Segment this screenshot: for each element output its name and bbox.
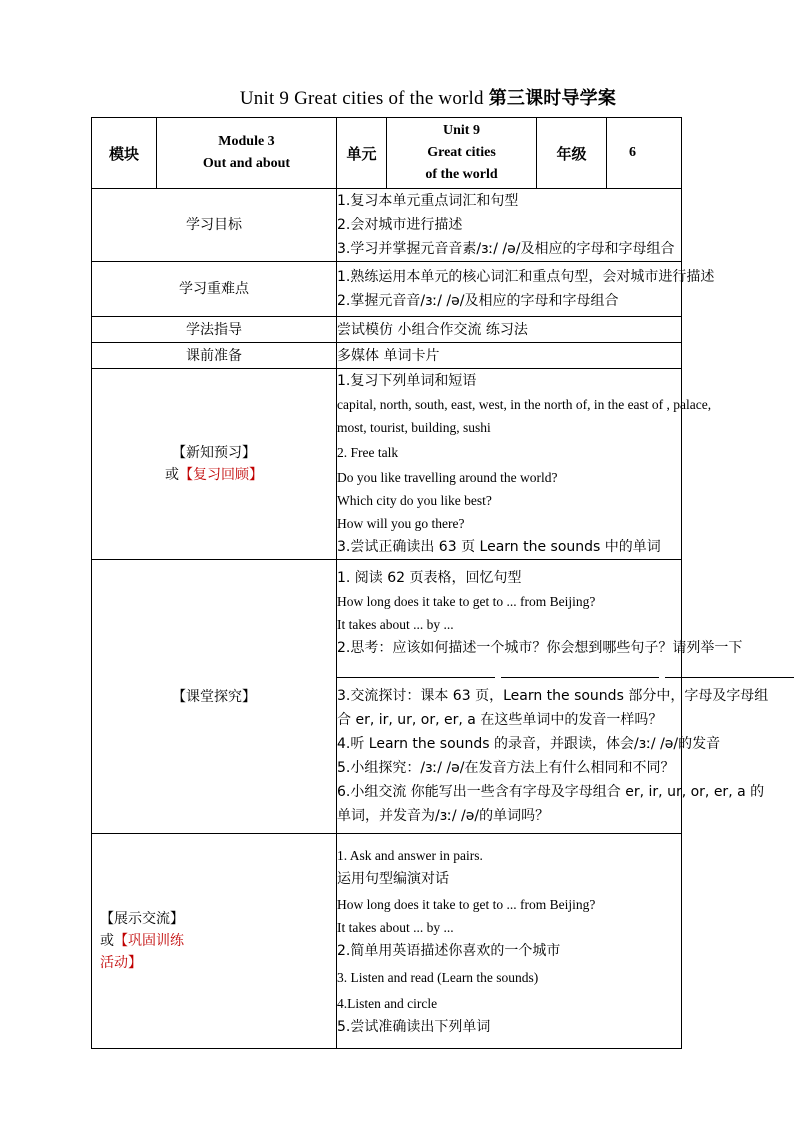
practice-label-a: 【展示交流】	[100, 911, 184, 927]
preview-label-a: 【新知预习】	[172, 445, 256, 461]
unit-label-cell	[337, 118, 387, 189]
prep-content	[337, 343, 682, 369]
title-english: Unit 9 Great cities of the world	[239, 88, 489, 109]
practice-label	[92, 834, 337, 1049]
preview-label-b: 【复习回顾】	[179, 467, 263, 483]
grade-label: 年级	[556, 144, 587, 163]
goals-label: 学习目标	[92, 189, 337, 262]
practice-content	[337, 834, 682, 1049]
practice-label-b-line	[92, 930, 336, 952]
preview-row	[92, 369, 682, 560]
key-point-item: 1.熟练运用本单元的核心词汇和重点句型，会对城市进行描述	[337, 269, 715, 285]
key-points-row	[92, 262, 682, 317]
unit-value-line: of the world	[425, 167, 498, 182]
method-row	[92, 317, 682, 343]
method-content	[337, 317, 682, 343]
preview-label-or: 或	[165, 467, 179, 483]
module-label-cell	[92, 118, 157, 189]
module-value-cell	[157, 118, 337, 189]
header-row	[92, 118, 682, 189]
preview-line: 3.尝试正确读出 63 页 Learn the sounds 中的单词	[337, 539, 661, 555]
explore-line: 4.听 Learn the sounds 的录音，并跟读，体会/ɜː/ /ə/的发音	[337, 735, 721, 752]
practice-row	[92, 834, 682, 1049]
answer-blank	[665, 663, 794, 678]
explore-label: 【课堂探究】	[92, 560, 337, 834]
answer-blank	[337, 663, 495, 678]
prep-text: 多媒体 单词卡片	[337, 347, 440, 364]
preview-line: most, tourist, building, sushi	[337, 420, 491, 435]
unit-value-line: Unit 9	[443, 123, 480, 138]
preview-line: 2. Free talk	[337, 445, 399, 460]
practice-line: 1. Ask and answer in pairs.	[337, 847, 483, 863]
practice-line: 4.Listen and circle	[337, 995, 438, 1011]
goal-item: 3.学习并掌握元音音素/ɜː/ /ə/及相应的字母和字母组合	[337, 241, 675, 257]
preview-line: 1.复习下列单词和短语	[337, 373, 477, 389]
key-points-label: 学习重难点	[92, 262, 337, 317]
key-points-content	[337, 262, 715, 317]
unit-value-line: Great cities	[427, 145, 496, 160]
prep-label: 课前准备	[92, 343, 337, 369]
unit-label: 单元	[346, 144, 377, 163]
answer-blank	[501, 663, 659, 678]
study-guide-table	[91, 117, 769, 1049]
practice-label-or: 或	[100, 933, 114, 949]
method-text: 尝试模仿 小组合作交流 练习法	[337, 321, 528, 338]
goals-row	[92, 189, 682, 262]
explore-line: It takes about ... by ...	[337, 616, 454, 632]
explore-line: 5.小组探究：/ɜː/ /ə/在发音方法上有什么相同和不同？	[337, 759, 675, 776]
practice-line: 5.尝试准确读出下列单词	[337, 1018, 491, 1035]
explore-line: 合 er, ir, ur, or, er, a 在这些单词中的发音一样吗？	[337, 711, 663, 728]
prep-row	[92, 343, 682, 369]
explore-line: 3.交流探讨：课本 63 页，Learn the sounds 部分中，字母及字母组	[337, 687, 769, 704]
practice-label-b2: 活动】	[100, 955, 142, 971]
practice-line: 2.简单用英语描述你喜欢的一个城市	[337, 942, 561, 959]
grade-value: 6	[607, 118, 682, 189]
answer-blank-lines	[337, 660, 681, 684]
title-chinese: 第三课时导学案	[488, 88, 617, 109]
module-value-line: Module 3	[218, 134, 275, 149]
explore-line: 2.思考：应该如何描述一个城市？你会想到哪些句子？请列举一下	[337, 639, 743, 656]
preview-label	[92, 369, 337, 560]
module-label: 模块	[108, 144, 139, 163]
page-title	[0, 84, 794, 110]
grade-label-cell	[537, 118, 607, 189]
practice-line: It takes about ... by ...	[337, 919, 454, 935]
explore-line: 单词，并发音为/ɜː/ /ə/的单词吗？	[337, 807, 550, 824]
preview-line: capital, north, south, east, west, in the north of, in the east of , palace,	[337, 397, 712, 412]
goals-content	[337, 189, 682, 262]
practice-line: 运用句型编演对话	[337, 870, 449, 887]
preview-line: Do you like travelling around the world?	[337, 470, 558, 485]
explore-line: 6.小组交流 你能写出一些含有字母及字母组合 er, ir, ur, or, er, a 的	[337, 783, 765, 800]
explore-row	[92, 560, 682, 834]
practice-label-b1: 【巩固训练	[114, 933, 184, 949]
key-point-item: 2.掌握元音音/ɜː/ /ə/及相应的字母和字母组合	[337, 293, 619, 309]
practice-line: How long does it take to get to ... from Beijing?	[337, 896, 596, 912]
method-label: 学法指导	[92, 317, 337, 343]
preview-label-b-line	[92, 464, 336, 486]
goal-item: 1.复习本单元重点词汇和句型	[337, 193, 519, 209]
preview-line: How will you go there?	[337, 516, 465, 531]
practice-line: 3. Listen and read (Learn the sounds)	[337, 969, 539, 985]
explore-line: 1. 阅读 62 页表格，回忆句型	[337, 569, 522, 586]
preview-line: Which city do you like best?	[337, 493, 492, 508]
goal-item: 2.会对城市进行描述	[337, 217, 463, 233]
explore-line: How long does it take to get to ... from Beijing?	[337, 593, 596, 609]
preview-content	[337, 369, 712, 560]
module-value-line: Out and about	[202, 156, 291, 171]
explore-content	[337, 560, 769, 834]
unit-value-cell	[387, 118, 537, 189]
